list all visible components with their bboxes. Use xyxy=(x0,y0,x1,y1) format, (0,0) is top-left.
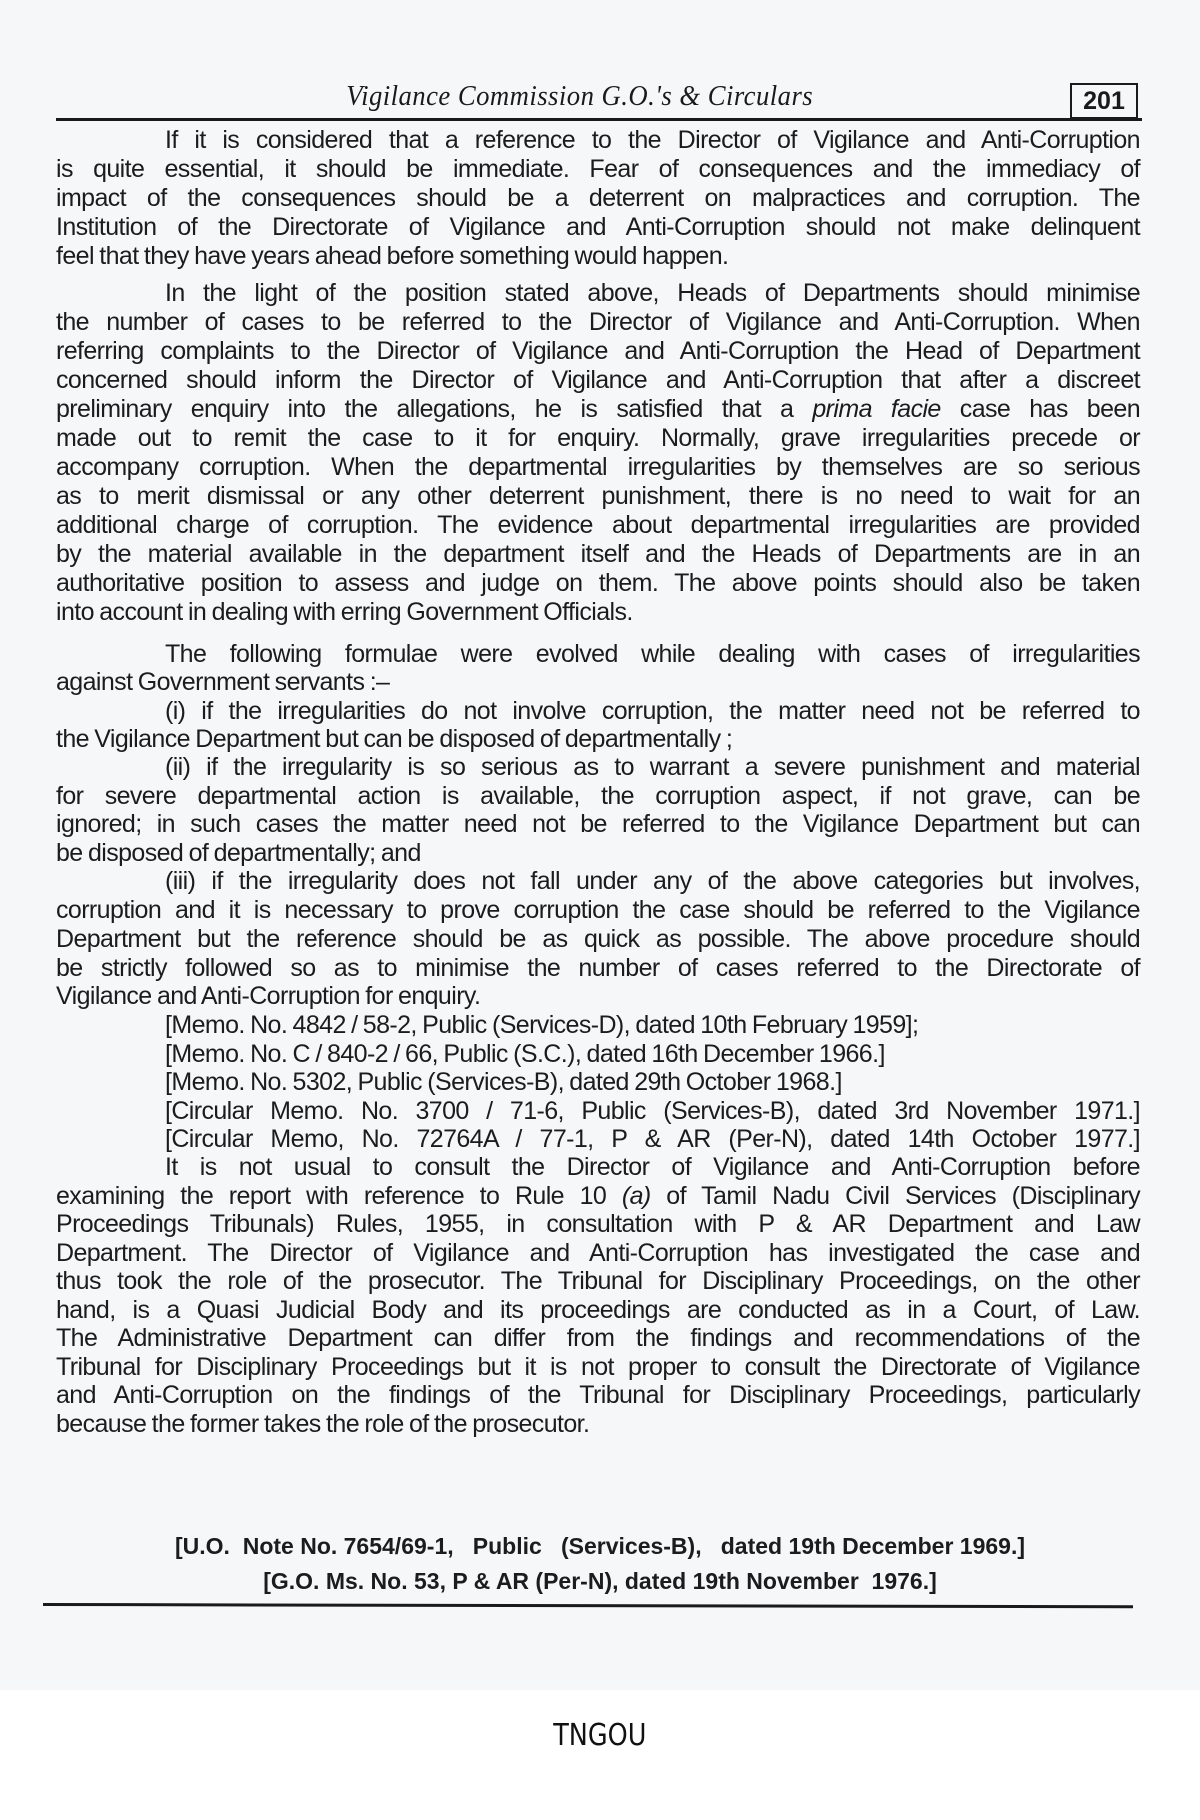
body-line: [Memo. No. C / 840-2 / 66, Public (S.C.), dated 16th December 1966.] xyxy=(165,1040,885,1068)
body-line: accompany corruption. When the departmental irregularities by themselves are so serious xyxy=(56,453,1140,481)
citation-uo-note: [U.O. Note No. 7654/69-1, Public (Services-B), dated 19th December 1969.] xyxy=(174,1533,1026,1559)
body-line: The Administrative Department can differ from the findings and recommendations of the xyxy=(56,1324,1140,1352)
citation-go-ms: [G.O. Ms. No. 53, P & AR (Per-N), dated 19th November 1976.] xyxy=(263,1568,937,1594)
page-number-box: 201 xyxy=(1070,83,1138,119)
body-line: [Circular Memo, No. 72764A / 77-1, P & AR (Per-N), dated 14th October 1977.] xyxy=(165,1125,1140,1153)
body-line: into account in dealing with erring Government Officials. xyxy=(56,598,633,626)
body-line: If it is considered that a reference to the Director of Vigilance and Anti-Corruption xyxy=(165,126,1140,154)
footer-text: TNGOU xyxy=(553,1718,647,1753)
body-line: [Circular Memo. No. 3700 / 71-6, Public (Services-B), dated 3rd November 1971.] xyxy=(165,1097,1140,1125)
footer-label xyxy=(0,1718,1200,1753)
body-line: Department. The Director of Vigilance and Anti-Corruption has investigated the case and xyxy=(56,1239,1140,1267)
body-line: referring complaints to the Director of Vigilance and Anti-Corruption the Head of Department xyxy=(56,337,1140,365)
body-line: for severe departmental action is available, the corruption aspect, if not grave, can be xyxy=(56,782,1140,810)
body-line: feel that they have years ahead before something would happen. xyxy=(56,242,729,270)
body-line: is quite essential, it should be immediate. Fear of consequences and the immediacy of xyxy=(56,155,1140,183)
body-line: and Anti-Corruption on the findings of the Tribunal for Disciplinary Proceedings, particularly xyxy=(56,1381,1140,1409)
body-line: Proceedings Tribunals) Rules, 1955, in consultation with P & AR Department and Law xyxy=(56,1210,1140,1238)
body-line: Vigilance and Anti-Corruption for enquiry. xyxy=(56,982,481,1010)
body-line: preliminary enquiry into the allegations, he is satisfied that a prima facie case has been xyxy=(56,395,1141,423)
header-rule xyxy=(56,118,1142,121)
body-line: additional charge of corruption. The evidence about departmental irregularities are provided xyxy=(56,511,1140,539)
body-line: made out to remit the case to it for enquiry. Normally, grave irregularities precede or xyxy=(56,424,1140,452)
running-header-title xyxy=(0,80,1200,113)
body-line: [Memo. No. 5302, Public (Services-B), dated 29th October 1968.] xyxy=(165,1068,842,1096)
body-line: by the material available in the department itself and the Heads of Departments are in an xyxy=(56,540,1140,568)
body-line: the number of cases to be referred to the Director of Vigilance and Anti-Corruption. When xyxy=(56,308,1140,336)
body-line: be strictly followed so as to minimise the number of cases referred to the Directorate of xyxy=(56,954,1140,982)
body-line: as to merit dismissal or any other deterrent punishment, there is no need to wait for an xyxy=(56,482,1140,510)
body-line: impact of the consequences should be a deterrent on malpractices and corruption. The xyxy=(56,184,1140,212)
body-line: authoritative position to assess and judge on them. The above points should also be taken xyxy=(56,569,1140,597)
body-line: the Vigilance Department but can be disposed of departmentally ; xyxy=(56,725,733,753)
body-line: [Memo. No. 4842 / 58-2, Public (Services-D), dated 10th February 1959]; xyxy=(165,1011,919,1039)
body-line: against Government servants :– xyxy=(56,668,390,696)
body-line: thus took the role of the prosecutor. The Tribunal for Disciplinary Proceedings, on the other xyxy=(56,1267,1140,1295)
body-line: Institution of the Directorate of Vigilance and Anti-Corruption should not make delinquent xyxy=(56,213,1140,241)
emphasis: prima facie xyxy=(812,395,941,423)
body-line: The following formulae were evolved while dealing with cases of irregularities xyxy=(165,640,1140,668)
body-line: (i) if the irregularities do not involve corruption, the matter need not be referred to xyxy=(165,697,1140,725)
body-line: be disposed of departmentally; and xyxy=(56,839,421,867)
body-line: (ii) if the irregularity is so serious as to warrant a severe punishment and material xyxy=(165,753,1140,781)
body-line: It is not usual to consult the Director of Vigilance and Anti-Corruption before xyxy=(165,1153,1140,1181)
body-line: because the former takes the role of the prosecutor. xyxy=(56,1410,590,1438)
body-line: corruption and it is necessary to prove corruption the case should be referred to the Vigilance xyxy=(56,896,1140,924)
body-line: (iii) if the irregularity does not fall under any of the above categories but involves, xyxy=(165,867,1140,895)
body-line: In the light of the position stated above, Heads of Departments should minimise xyxy=(165,279,1140,307)
body-line: concerned should inform the Director of Vigilance and Anti-Corruption that after a discreet xyxy=(56,366,1140,394)
body-line: hand, is a Quasi Judicial Body and its proceedings are conducted as in a Court, of Law. xyxy=(56,1296,1140,1324)
body-line: ignored; in such cases the matter need not be referred to the Vigilance Department but can xyxy=(56,810,1140,838)
body-line: Department but the reference should be as quick as possible. The above procedure should xyxy=(56,925,1140,953)
running-header-text: Vigilance Commission G.O.'s & Circulars xyxy=(346,80,814,112)
emphasis: (a) xyxy=(621,1182,651,1210)
body-line: examining the report with reference to Rule 10 (a) of Tamil Nadu Civil Services (Disciplinary xyxy=(56,1182,1141,1210)
body-line: Tribunal for Disciplinary Proceedings but it is not proper to consult the Directorate of Vigilance xyxy=(56,1353,1140,1381)
